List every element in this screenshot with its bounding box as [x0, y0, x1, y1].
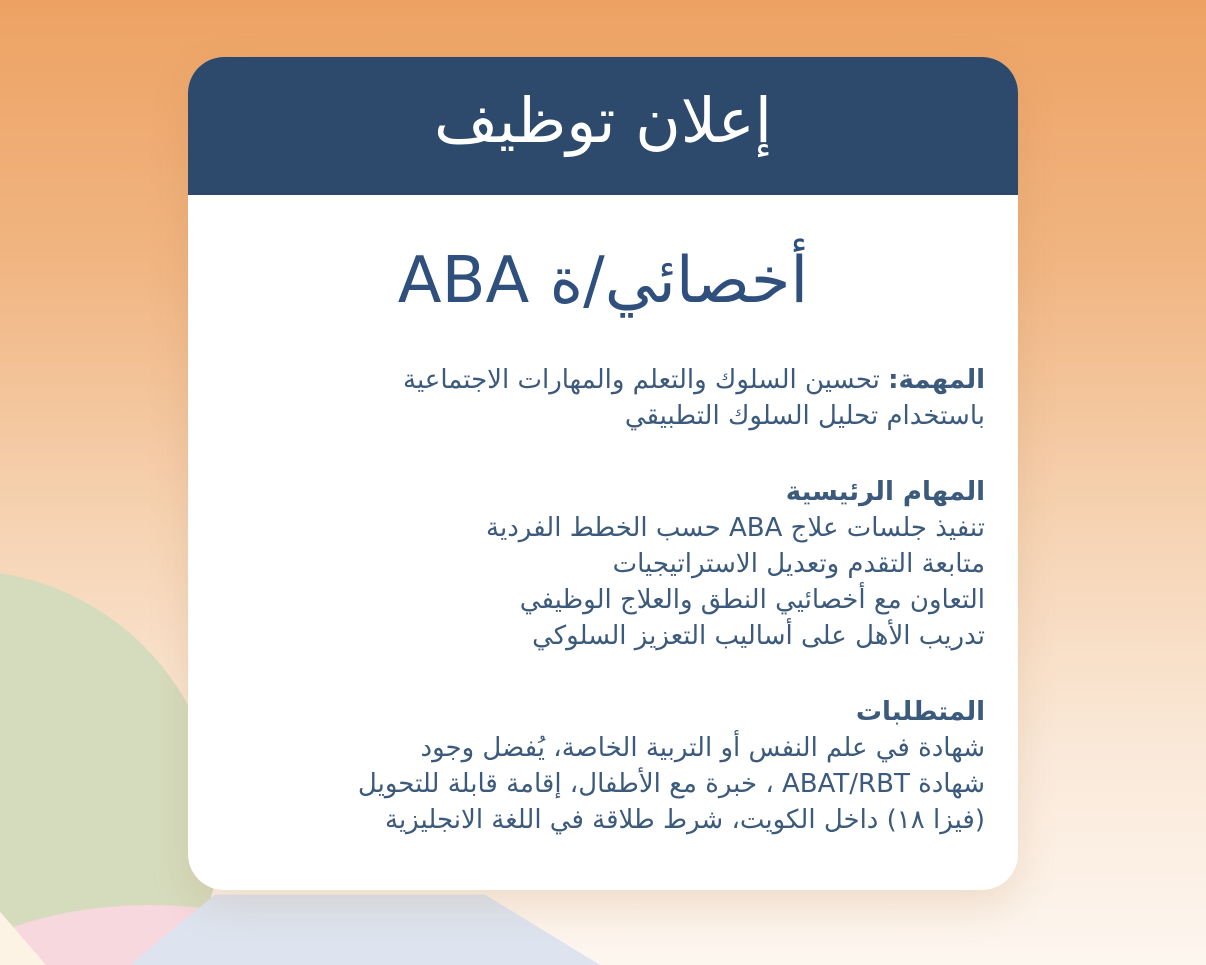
mission-line-1	[221, 362, 985, 398]
task-item: تدريب الأهل على أساليب التعزيز السلوكي	[532, 620, 985, 651]
task-item: تنفيذ جلسات علاج ABA حسب الخطط الفردية	[486, 512, 985, 543]
job-title: أخصائي/ة ABA	[397, 244, 809, 318]
main-tasks-heading: المهام الرئيسية	[785, 476, 985, 507]
requirement-line: شهادة ABAT/RBT ، خبرة مع الأطفال، إقامة قابلة للتحويل	[357, 768, 985, 799]
task-item: التعاون مع أخصائيي النطق والعلاج الوظيفي	[519, 584, 985, 615]
mission-label: المهمة:	[888, 364, 985, 395]
main-tasks-section	[221, 474, 985, 654]
task-item: متابعة التقدم وتعديل الاستراتيجيات	[612, 548, 985, 579]
banner-title: إعلان توظيف	[434, 84, 772, 157]
requirement-line: (فيزا ١٨) داخل الكويت، شرط طلاقة في اللغة الانجليزية	[385, 804, 985, 835]
mission-text-1: تحسين السلوك والتعلم والمهارات الاجتماعية	[403, 364, 880, 395]
requirement-line: شهادة في علم النفس أو التربية الخاصة، يُفضل وجود	[420, 732, 985, 763]
requirements-section	[221, 694, 985, 838]
requirements-heading: المتطلبات	[855, 696, 985, 727]
card-header-banner	[188, 57, 1018, 195]
card-body	[188, 195, 1018, 838]
mission-section	[221, 362, 985, 434]
mission-line-2: باستخدام تحليل السلوك التطبيقي	[624, 400, 985, 431]
announcement-card	[188, 57, 1018, 890]
